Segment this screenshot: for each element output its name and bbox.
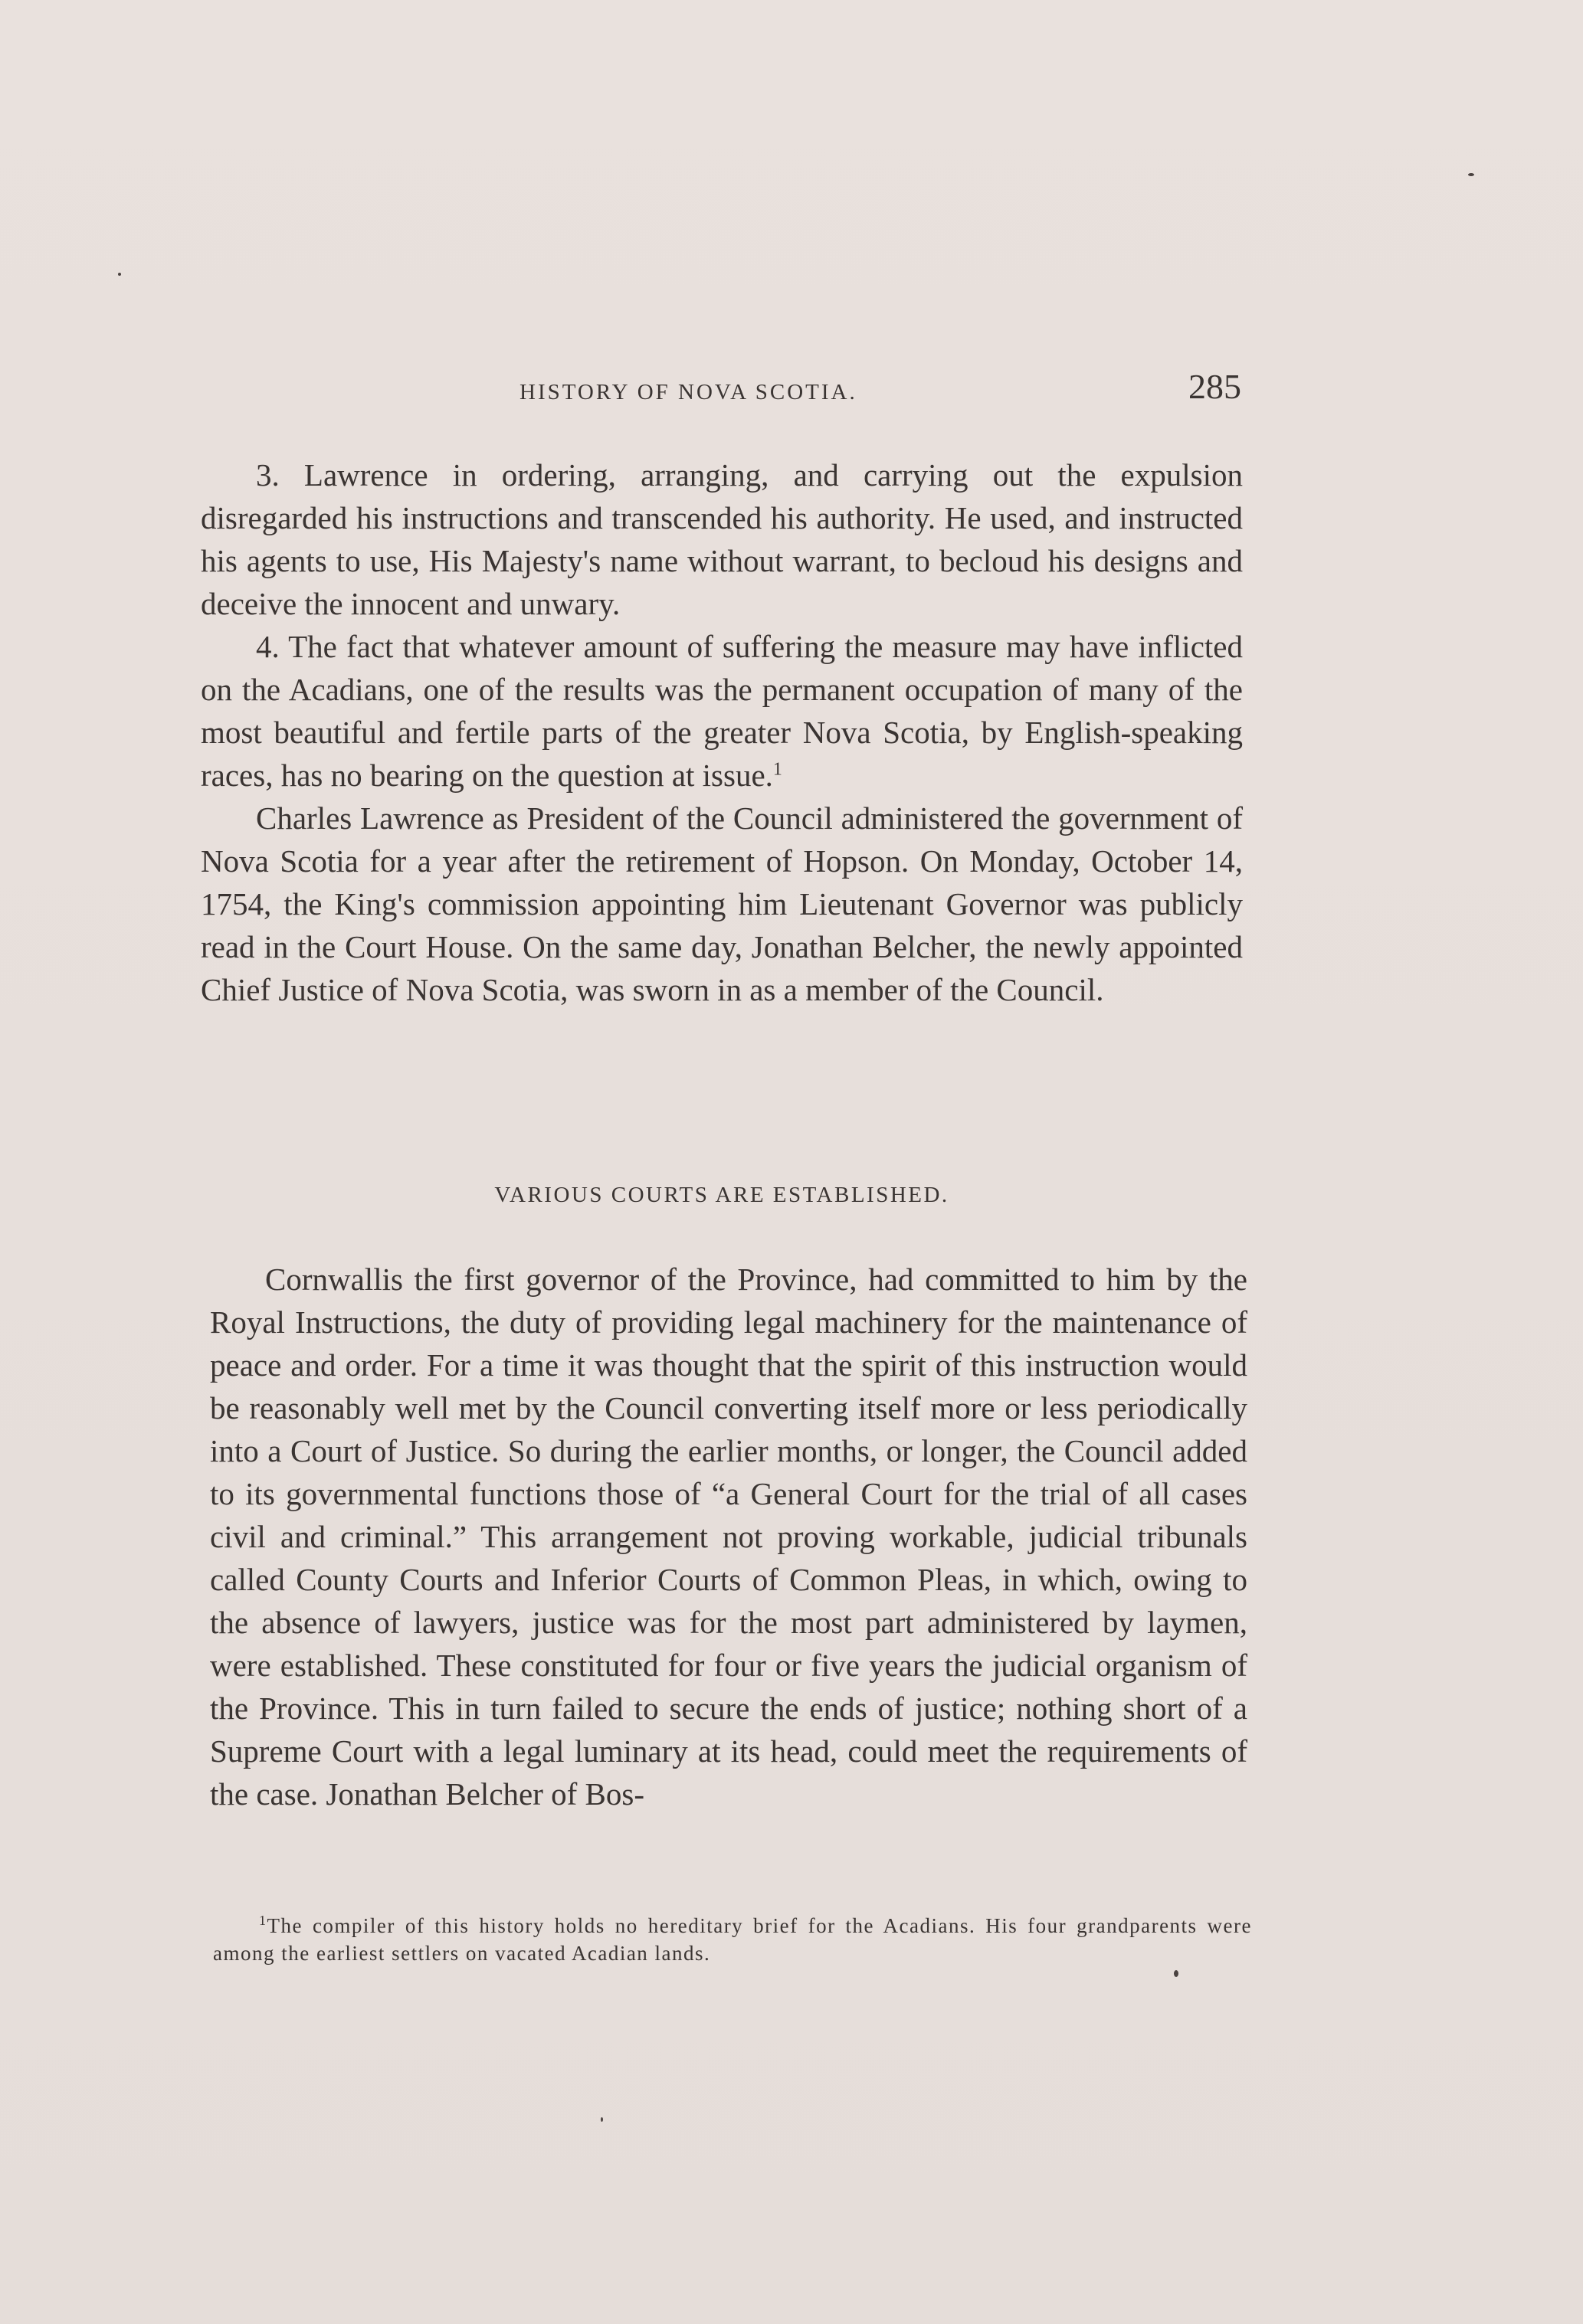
- paper-speck: [1174, 1970, 1178, 1977]
- running-head: [199, 366, 1241, 412]
- body-text-upper: [201, 453, 1243, 1011]
- footnote-marker: 1: [259, 1913, 267, 1928]
- body-text-lower: [210, 1258, 1247, 1815]
- footnote: [213, 1912, 1252, 1967]
- section-heading: VARIOUS COURTS ARE ESTABLISHED.: [494, 1183, 949, 1207]
- footnote-reference: 1: [772, 759, 782, 780]
- paragraph-courts: Cornwallis the first governor of the Province, had committed to him by the Royal Instructions, the duty of providing legal machinery for the maintenance of peace and order. For a time it was thought that the spirit of this instruction would be reasonably well met by the Council converting itself more or less periodically into a Court of Justice. So during the earlier months, or longer, the Council added to its governmental functions those of “a General Court for the trial of all cases civil and criminal.” This arrangement not proving workable, judicial tribunals called County Courts and Inferior Courts of Common Pleas, in which, owing to the absence of lawyers, justice was for the most part administered by laymen, were established. These constituted for four or five years the judicial organism of the Province. This in turn failed to secure the ends of justice; nothing short of a Supreme Court with a legal luminary at its head, could meet the requirements of the case. Jonathan Belcher of Bos-: [210, 1262, 1247, 1812]
- paragraph-point-3: 3. Lawrence in ordering, arranging, and carrying out the expulsion disregarded his instructions and transcended his authority. He used, and instructed his agents to use, His Majesty's name without warrant, to becloud his designs and deceive the innocent and unwary.: [201, 457, 1243, 621]
- paragraph-point-4: [201, 625, 1243, 797]
- paper-speck: [601, 2117, 603, 2122]
- running-title: HISTORY OF NOVA SCOTIA.: [519, 380, 857, 404]
- paper-speck: [118, 273, 121, 276]
- page-number: 285: [1188, 367, 1241, 406]
- paragraph-lawrence-government: Charles Lawrence as President of the Council administered the government of Nova Scotia for a year after the retirement of Hopson. On Monday, October 14, 1754, the King's commission appointing him Lieutenant Governor was publicly read in the Court House. On the same day, Jonathan Belcher, the newly appointed Chief Justice of Nova Scotia, was sworn in as a member of the Council.: [201, 800, 1243, 1007]
- paragraph-point-4-text: 4. The fact that whatever amount of suffering the measure may have inflicted on the Acadians, one of the results was the permanent occupation of many of the most beautiful and fertile parts of the greater Nova Scotia, by English-speaking races, has no bearing on the question at issue.: [201, 629, 1243, 793]
- paper-speck: [1468, 173, 1474, 176]
- footnote-text: The compiler of this history holds no hereditary brief for the Acadians. His four grandparents were among the earliest settlers on vacated Acadian lands.: [213, 1914, 1252, 1965]
